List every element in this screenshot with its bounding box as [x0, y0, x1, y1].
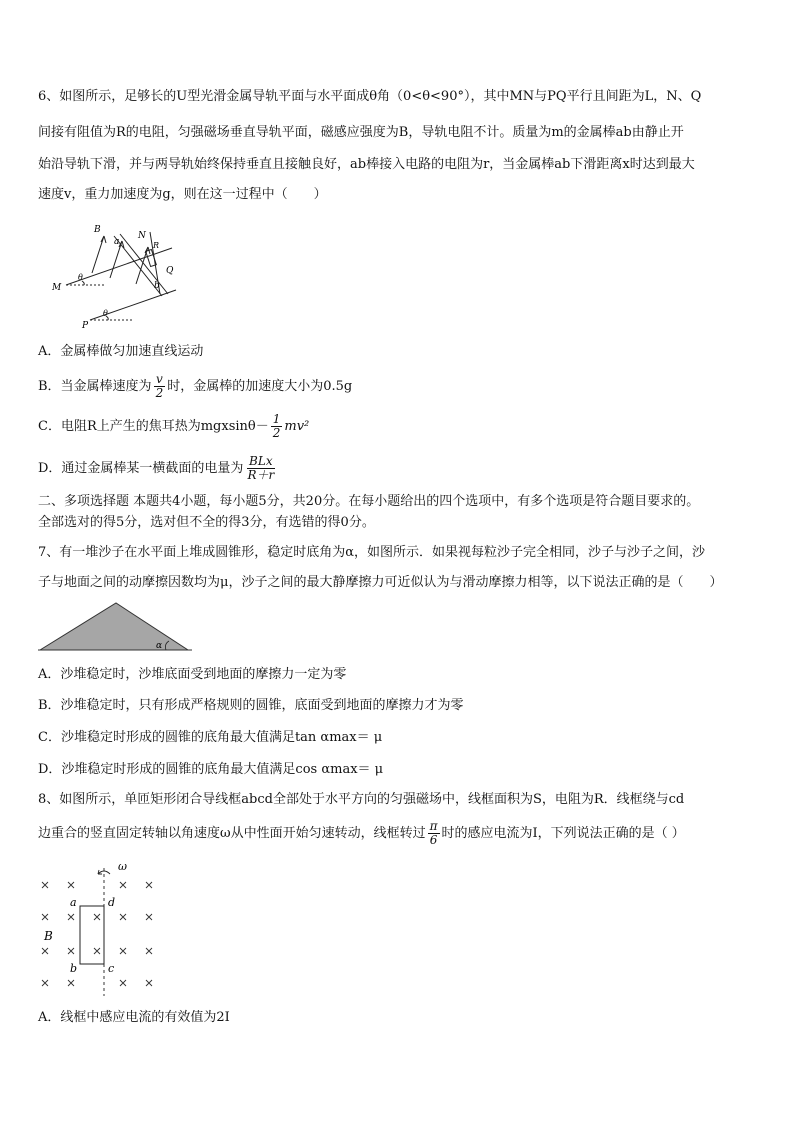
section2-line-2: 全部选对的得5分，选对但不全的得3分，有选错的得0分。	[38, 515, 375, 530]
q7-line-2: 子与地面之间的动摩擦因数均为μ，沙子之间的最大静摩擦力可近似认为与滑动摩擦力相等，以下说法正确的是（ ）	[38, 575, 723, 590]
q7-label-alpha: α	[156, 641, 163, 651]
q6-option-A: A．金属棒做匀加速直线运动	[38, 344, 204, 359]
q6-option-B	[38, 372, 352, 402]
q8-label-c: c	[108, 962, 115, 975]
q6-option-B-fraction	[154, 373, 166, 400]
q6-line-4: 速度v，重力加速度为g，则在这一过程中（ ）	[38, 187, 327, 202]
q8-option-A: A．线框中感应电流的有效值为2I	[38, 1010, 230, 1025]
q8-line-1: 8、如图所示，单匝矩形闭合导线框abcd全部处于水平方向的匀强磁场中，线框面积为S，电阻为R．线框绕与cd	[38, 792, 685, 807]
q6-label-N: N	[138, 231, 146, 241]
q7-option-C: C．沙堆稳定时形成的圆锥的底角最大值满足tan αmax＝ μ	[38, 730, 383, 745]
q7-line-1: 7、有一堆沙子在水平面上堆成圆锥形，稳定时底角为α，如图所示．如果视每粒沙子完全相同，沙子与沙子之间，沙	[38, 545, 706, 560]
q8-label-B: B	[44, 929, 53, 943]
q6-option-D-numerator: BLx	[249, 454, 273, 468]
q8-line-2	[38, 819, 685, 849]
q6-label-b: b	[154, 281, 160, 291]
q6-option-B-denominator: 2	[155, 386, 164, 400]
q6-label-theta-2: θ	[103, 309, 108, 318]
q8-line-2-suffix: 时的感应电流为I，下列说法正确的是（ ）	[441, 826, 685, 841]
q8-coil-figure	[34, 856, 164, 998]
q8-label-omega: ω	[118, 860, 127, 873]
q6-option-C-fraction	[271, 413, 283, 440]
q6-option-D-denominator: R＋r	[247, 468, 275, 482]
q6-label-M: M	[52, 283, 62, 293]
q7-option-B: B．沙堆稳定时，只有形成严格规则的圆锥，底面受到地面的摩擦力才为零	[38, 698, 464, 713]
q8-fraction	[428, 820, 440, 847]
q6-option-C-prefix: C．电阻R上产生的焦耳热为mgxsinθ－	[38, 419, 269, 434]
q6-label-R: R	[153, 241, 160, 250]
q6-incline-figure	[44, 218, 184, 333]
q6-label-Q: Q	[166, 266, 174, 276]
q6-option-D-fraction	[245, 455, 276, 482]
q6-line-3: 始沿导轨下滑，并与两导轨始终保持垂直且接触良好，ab棒接入电路的电阻为r，当金属棒ab下滑距离x时达到最大	[38, 157, 695, 172]
q8-label-a: a	[70, 896, 77, 909]
q8-fraction-denominator: 6	[429, 833, 438, 847]
q6-option-C-denominator: 2	[272, 426, 281, 440]
q6-label-a: a	[114, 237, 120, 247]
q6-option-C-numerator: 1	[272, 412, 281, 426]
q6-option-B-numerator: v	[155, 372, 163, 386]
q6-line-2: 间接有阻值为R的电阻，匀强磁场垂直导轨平面，磁感应强度为B，导轨电阻不计。质量为m的金属棒ab由静止开	[38, 125, 684, 140]
q6-option-C-suffix: mv²	[284, 419, 310, 434]
q7-option-D: D．沙堆稳定时形成的圆锥的底角最大值满足cos αmax＝ μ	[38, 762, 384, 777]
q6-label-B: B	[94, 225, 101, 235]
q6-option-D-prefix: D．通过金属棒某一横截面的电量为	[38, 461, 244, 476]
q8-label-b: b	[70, 962, 78, 975]
q6-label-theta-1: θ	[78, 273, 83, 282]
q7-option-A: A．沙堆稳定时，沙堆底面受到地面的摩擦力一定为零	[38, 667, 347, 682]
q6-line-1: 6、如图所示，足够长的U型光滑金属导轨平面与水平面成θ角（0<θ<90°），其中MN与PQ平行且间距为L，N、Q	[38, 89, 702, 104]
q8-fraction-numerator: π	[429, 819, 438, 833]
q8-label-d: d	[108, 896, 116, 909]
q6-option-B-suffix: 时，金属棒的加速度大小为0.5g	[167, 379, 353, 394]
q7-sand-pile-figure	[38, 598, 192, 654]
q6-option-C	[38, 412, 309, 442]
q6-option-D	[38, 454, 278, 484]
q6-label-P: P	[82, 321, 89, 331]
section2-line-1: 二、多项选择题 本题共4小题，每小题5分，共20分。在每小题给出的四个选项中，有多个选项是符合题目要求的。	[38, 494, 700, 509]
q8-line-2-prefix: 边重合的竖直固定转轴以角速度ω从中性面开始匀速转动，线框转过	[38, 826, 426, 841]
q6-option-B-prefix: B．当金属棒速度为	[38, 379, 152, 394]
